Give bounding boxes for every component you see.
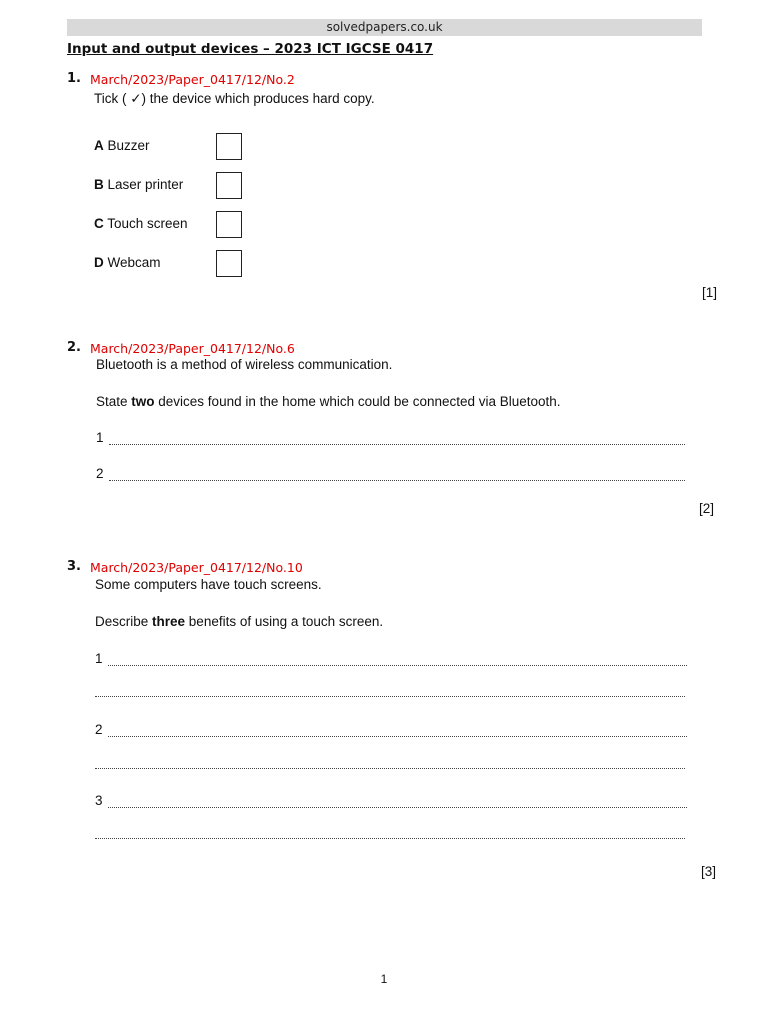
question-2-number: 2. bbox=[67, 340, 81, 355]
prompt-text: devices found in the home which could be connected via Bluetooth. bbox=[154, 394, 561, 409]
answer-line-number: 2 bbox=[96, 466, 104, 481]
document-title: Input and output devices – 2023 ICT IGCSE 0417 bbox=[67, 41, 434, 57]
tick-box-a[interactable] bbox=[216, 133, 242, 160]
option-letter: A bbox=[94, 138, 104, 153]
prompt-text: Describe bbox=[95, 614, 153, 629]
option-label: Laser printer bbox=[107, 177, 184, 192]
question-2-marks: [2] bbox=[699, 501, 715, 516]
tick-box-b[interactable] bbox=[216, 172, 242, 199]
answer-line-number: 1 bbox=[95, 651, 103, 666]
question-1-reference: March/2023/Paper_0417/12/No.2 bbox=[90, 72, 295, 87]
option-label: Webcam bbox=[107, 255, 161, 270]
prompt-text: benefits of using a touch screen. bbox=[185, 614, 384, 629]
prompt-emphasis: two bbox=[131, 394, 155, 409]
tick-box-c[interactable] bbox=[216, 211, 242, 238]
option-d bbox=[94, 255, 161, 270]
question-1-marks: [1] bbox=[702, 285, 718, 300]
question-2-intro: Bluetooth is a method of wireless communication. bbox=[96, 357, 393, 372]
page-number: 1 bbox=[380, 972, 388, 986]
prompt-text: State bbox=[96, 394, 132, 409]
answer-line-2[interactable] bbox=[95, 722, 687, 737]
option-letter: D bbox=[94, 255, 104, 270]
answer-dots bbox=[109, 432, 685, 445]
answer-line-number: 1 bbox=[96, 430, 104, 445]
question-3-number: 3. bbox=[67, 559, 81, 574]
question-3-intro: Some computers have touch screens. bbox=[95, 577, 322, 592]
answer-continuation-line[interactable] bbox=[95, 767, 685, 769]
answer-continuation-line[interactable] bbox=[95, 837, 685, 839]
question-3-reference: March/2023/Paper_0417/12/No.10 bbox=[90, 560, 303, 575]
site-banner: solvedpapers.co.uk bbox=[67, 19, 702, 36]
answer-line-2[interactable] bbox=[96, 466, 685, 481]
option-letter: C bbox=[94, 216, 104, 231]
question-1-text: Tick ( ✓) the device which produces hard copy. bbox=[94, 91, 375, 106]
answer-line-1[interactable] bbox=[96, 430, 685, 445]
answer-dots bbox=[108, 795, 687, 808]
option-a bbox=[94, 138, 150, 153]
option-label: Touch screen bbox=[107, 216, 188, 231]
option-letter: B bbox=[94, 177, 104, 192]
option-c bbox=[94, 216, 188, 231]
option-b bbox=[94, 177, 183, 192]
question-1-number: 1. bbox=[67, 71, 81, 86]
question-3-prompt bbox=[95, 614, 383, 629]
prompt-emphasis: three bbox=[152, 614, 186, 629]
answer-line-number: 3 bbox=[95, 793, 103, 808]
option-label: Buzzer bbox=[107, 138, 150, 153]
answer-line-number: 2 bbox=[95, 722, 103, 737]
question-2-reference: March/2023/Paper_0417/12/No.6 bbox=[90, 341, 295, 356]
answer-dots bbox=[109, 468, 685, 481]
question-3-marks: [3] bbox=[701, 864, 717, 879]
tick-box-d[interactable] bbox=[216, 250, 242, 277]
question-2-prompt bbox=[96, 394, 561, 409]
answer-line-3[interactable] bbox=[95, 793, 687, 808]
answer-dots bbox=[108, 724, 687, 737]
answer-line-1[interactable] bbox=[95, 651, 687, 666]
answer-dots bbox=[108, 653, 687, 666]
answer-continuation-line[interactable] bbox=[95, 695, 685, 697]
